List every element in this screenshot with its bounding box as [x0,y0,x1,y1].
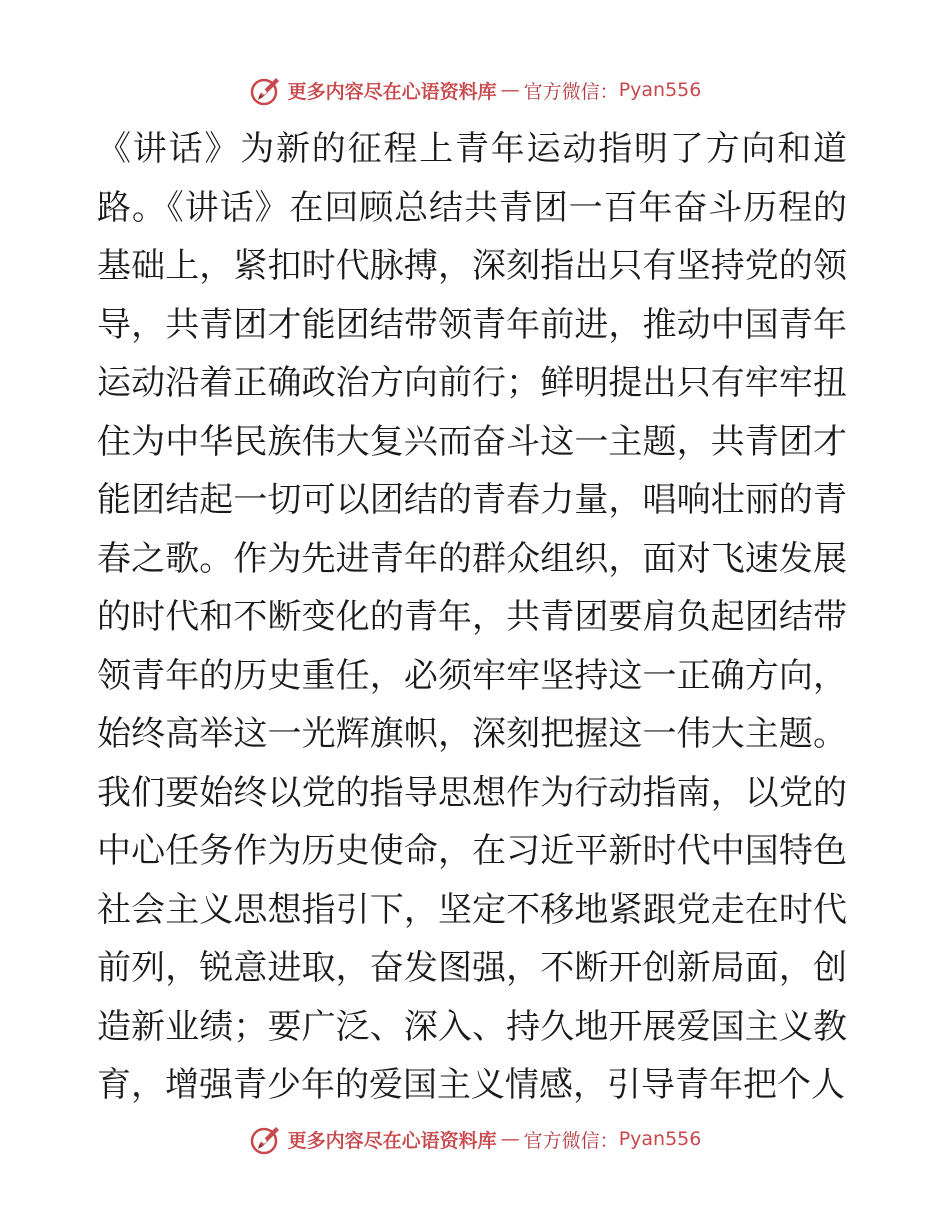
banner-wechat-id: Pyan556 [618,1128,702,1150]
banner-colon: ： [599,80,619,103]
pen-logo-icon [249,1122,283,1156]
body-line: 领青年的历史重任，必须牢牢坚持这一正确方向， [97,655,847,696]
banner-official-label: 官方微信 [523,1129,600,1152]
body-line: 《讲话》为新的征程上青年运动指明了方向和道 [97,129,847,169]
banner-brand-text: 更多内容尽在心语资料库 [287,80,497,103]
banner-brand-text: 更多内容尽在心语资料库 [287,1129,497,1152]
body-line: 基础上，紧扣时代脉搏，深刻指出只有坚持党的领 [97,246,847,286]
body-line: 中心任务作为历史使命，在习近平新时代中国特色 [97,831,847,871]
body-line: 运动沿着正确政治方向前行；鲜明提出只有牢牢扭 [97,363,847,403]
body-line: 春之歌。作为先进青年的群众组织，面对飞速发展 [97,538,847,579]
body-line: 的时代和不断变化的青年，共青团要肩负起团结带 [97,597,847,637]
banner-colon: ： [599,1129,619,1152]
pen-logo-icon [249,73,283,107]
body-line: 我们要始终以党的指导思想作为行动指南，以党的 [97,772,847,813]
body-line: 路。《讲话》在回顾总结共青团一百年奋斗历程的 [97,187,847,228]
banner-separator: — [500,79,520,101]
banner-official-label: 官方微信 [523,80,600,103]
banner-separator: — [500,1128,520,1150]
body-line: 住为中华民族伟大复兴而奋斗这一主题，共青团才 [97,421,847,462]
body-line: 造新业绩；要广泛、深入、持久地开展爱国主义教 [97,1006,847,1047]
body-line: 前列，锐意进取，奋发图强，不断开创新局面，创 [97,948,847,988]
footer-banner [0,1117,950,1161]
body-line: 导，共青团才能团结带领青年前进，推动中国青年 [97,304,847,345]
document-body [97,120,847,1115]
header-banner [0,68,950,112]
body-line: 能团结起一切可以团结的青春力量，唱响壮丽的青 [97,480,847,520]
body-line: 社会主义思想指引下，坚定不移地紧跟党走在时代 [97,889,847,930]
banner-wechat-id: Pyan556 [618,79,702,101]
body-line: 始终高举这一光辉旗帜，深刻把握这一伟大主题。 [97,714,847,754]
body-line: 育，增强青少年的爱国主义情感，引导青年把个人 [97,1065,845,1105]
